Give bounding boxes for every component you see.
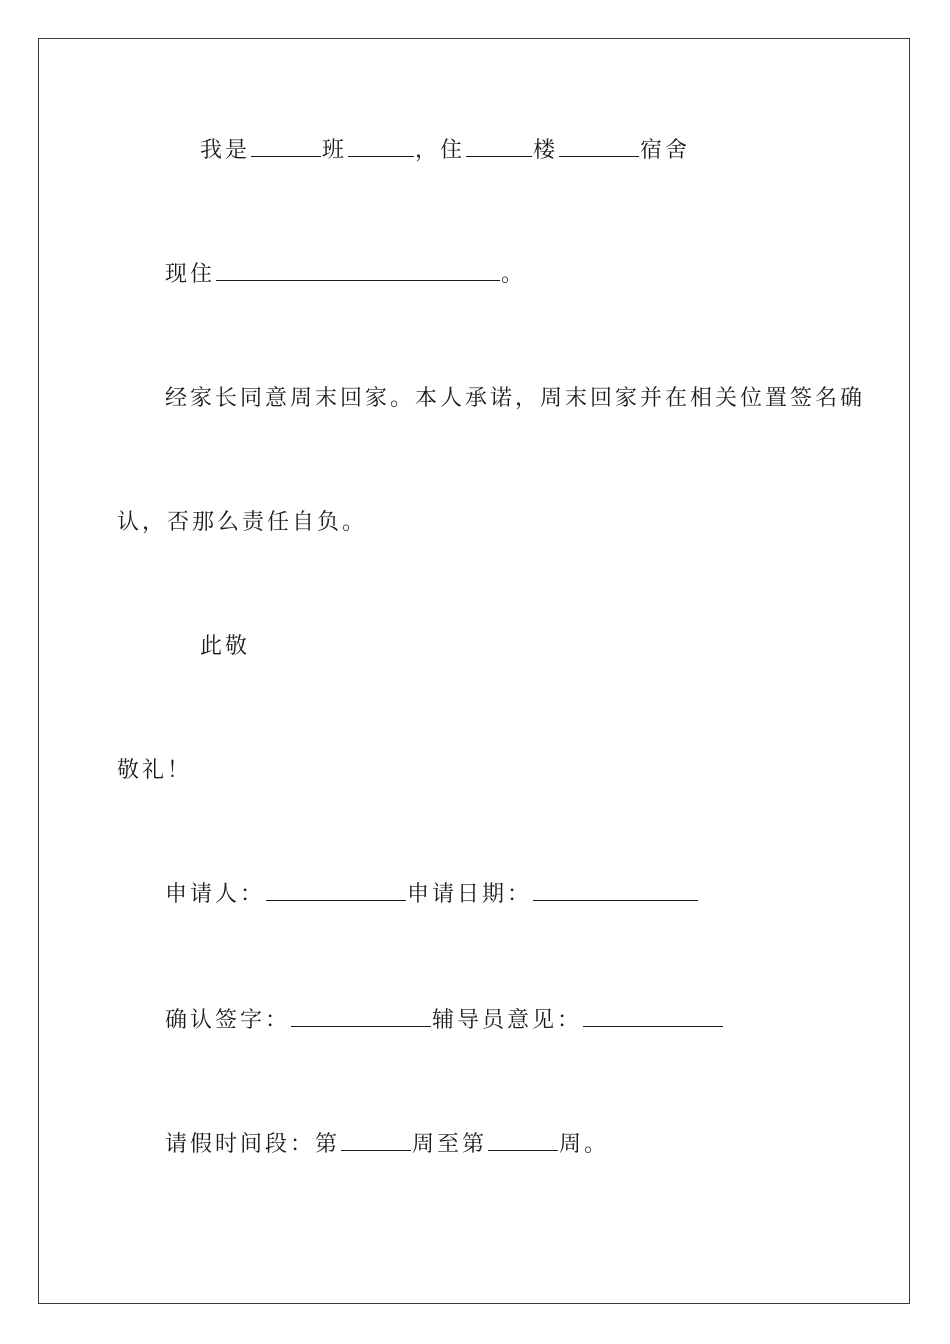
applicant-blank[interactable] [266, 880, 406, 901]
closing-line-1: 此敬 [200, 634, 251, 659]
counselor-opinion-blank[interactable] [583, 1006, 723, 1027]
text-class: 班 [322, 138, 348, 163]
text-current-live: 现住 [165, 262, 216, 287]
dorm-blank[interactable] [559, 136, 639, 157]
statement-line-2: 认，否那么责任自负。 [117, 510, 368, 535]
page-border [38, 38, 910, 1304]
text-week-to: 周至第 [412, 1132, 488, 1157]
text-period: 。 [501, 262, 527, 287]
class-blank[interactable] [251, 136, 321, 157]
text-i-am: 我是 [200, 138, 251, 163]
text-week-end: 周。 [559, 1132, 610, 1157]
date-blank[interactable] [533, 880, 698, 901]
statement-line-1: 经家长同意周末回家。本人承诺，周末回家并在相关位置签名确 [165, 386, 866, 411]
address-blank[interactable] [216, 260, 500, 281]
leave-period-line [165, 1130, 609, 1160]
counselor-opinion-label: 辅导员意见： [432, 1008, 583, 1033]
name-blank[interactable] [348, 136, 414, 157]
current-address-line [165, 260, 526, 290]
closing-line-2: 敬礼！ [117, 758, 193, 783]
confirm-signature-label: 确认签字： [165, 1008, 291, 1033]
date-label: 申请日期： [407, 882, 533, 907]
text-building: 楼 [533, 138, 559, 163]
signature-line [165, 1006, 724, 1036]
applicant-line [165, 880, 699, 910]
start-week-blank[interactable] [341, 1130, 411, 1151]
text-live: ，住 [415, 138, 466, 163]
end-week-blank[interactable] [488, 1130, 558, 1151]
identity-line [200, 136, 690, 166]
confirm-signature-blank[interactable] [291, 1006, 431, 1027]
leave-period-label: 请假时间段：第 [165, 1132, 341, 1157]
building-blank[interactable] [466, 136, 532, 157]
applicant-label: 申请人： [165, 882, 266, 907]
text-dorm: 宿舍 [640, 138, 691, 163]
